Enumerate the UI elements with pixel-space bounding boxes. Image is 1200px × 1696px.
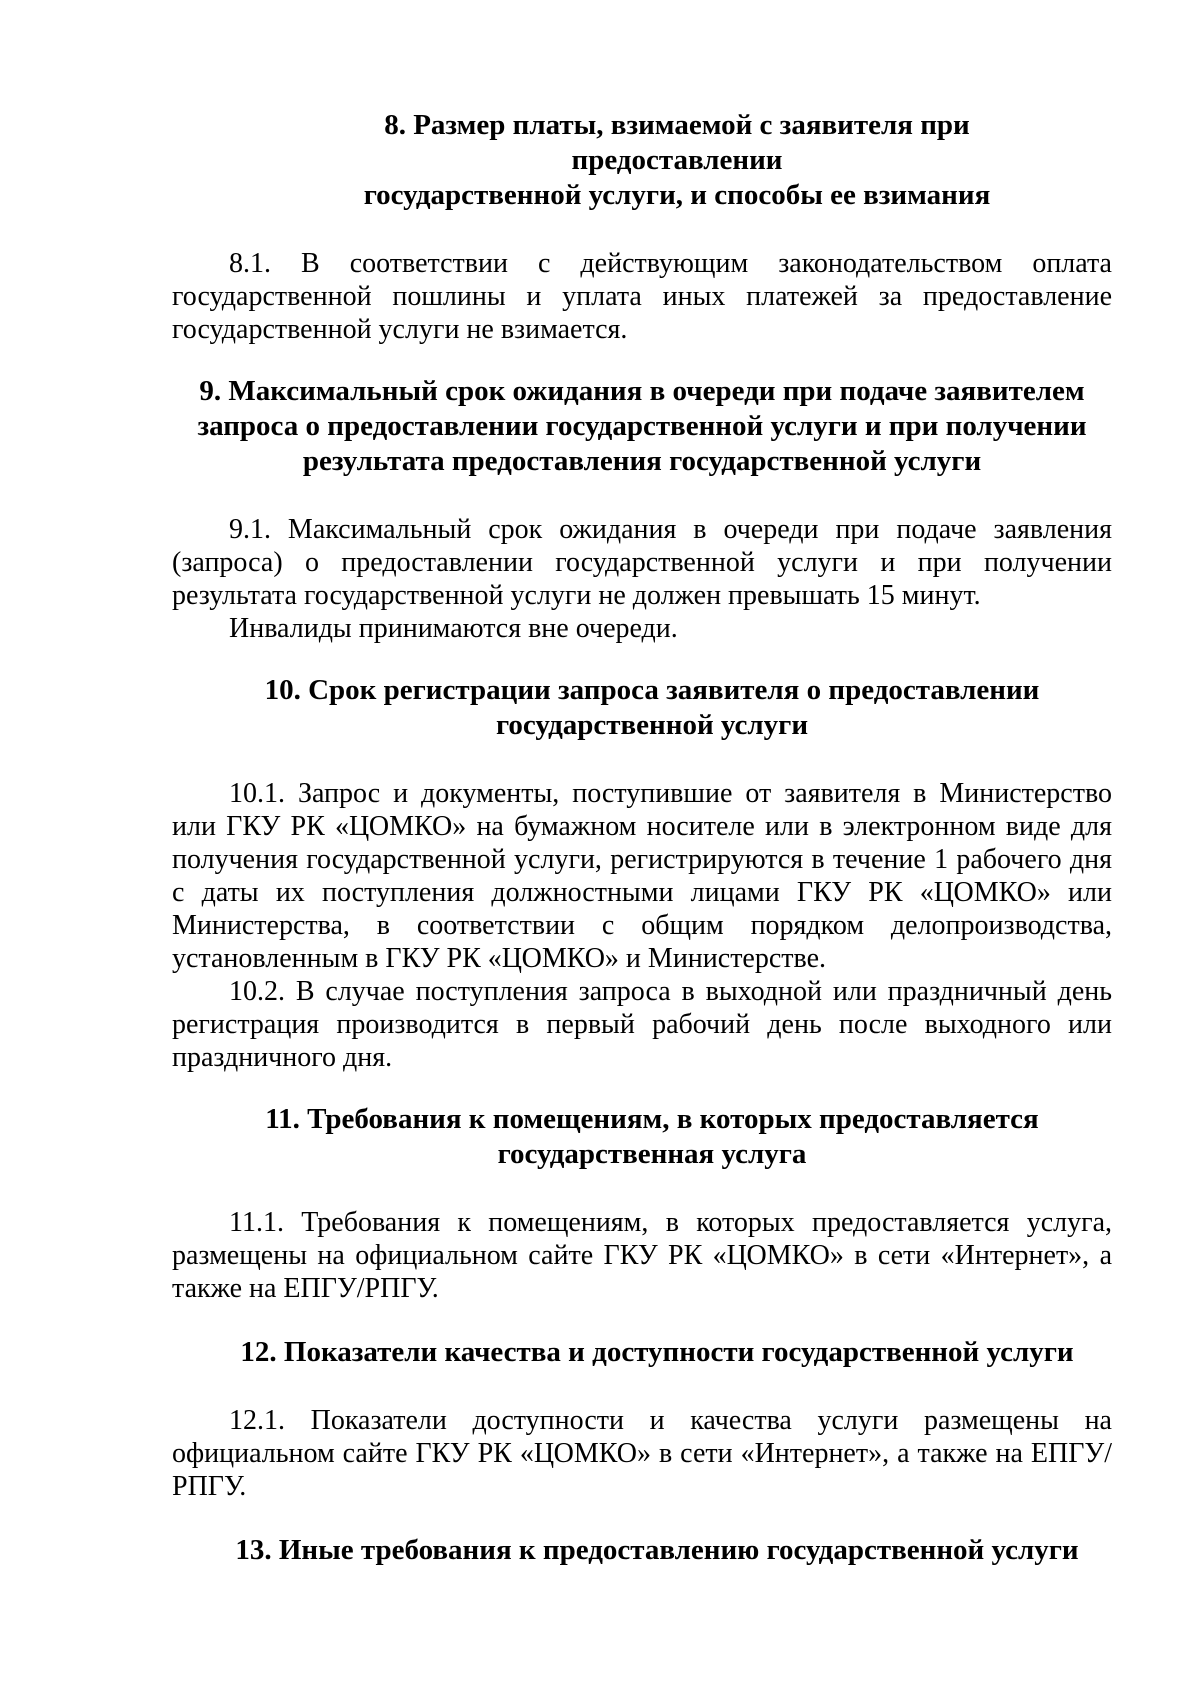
heading-line: государственной услуги [495,709,809,741]
paragraph-12-1: 12.1. Показатели доступности и качества услуги размещены на официальном сайте ГКУ РК «ЦОМКО» в сети «Интернет», а также на ЕПГУ/РПГУ. [172,1405,1112,1502]
heading-line: государственной услуги, и способы ее взимания [363,179,991,211]
section-11-heading [232,1102,1072,1172]
heading-line: результата предоставления государственной услуги [302,445,982,477]
heading-line: запроса о предоставлении государственной услуги и при получении [197,410,1087,442]
heading-line: 9. Максимальный срок ожидания в очереди при подаче заявителем [199,375,1085,407]
heading-line: 11. Требования к помещениям, в которых предоставляется [265,1103,1039,1135]
paragraph-8-1: 8.1. В соответствии с действующим законодательством оплата государственной пошлины и уплата иных платежей за предоставление государственной услуги не взимается. [172,248,1112,345]
heading-line: 8. Размер платы, взимаемой с заявителя при предоставлении [384,109,970,176]
heading-line: 12. Показатели качества и доступности государственной услуги [240,1336,1074,1368]
section-9-heading [172,374,1112,479]
section-12-heading [202,1335,1112,1370]
section-10-heading [232,673,1072,743]
paragraph-11-1: 11.1. Требования к помещениям, в которых предоставляется услуга, размещены на официальном сайте ГКУ РК «ЦОМКО» в сети «Интернет», а также на ЕПГУ/РПГУ. [172,1207,1112,1304]
section-13-heading [202,1533,1112,1568]
section-8-heading [282,108,1072,213]
paragraph-9-1: 9.1. Максимальный срок ожидания в очереди при подаче заявления (запроса) о предоставлении государственной услуги и при получении результата государственной услуги не должен превышать 15 минут. [172,514,1112,611]
paragraph-10-1: 10.1. Запрос и документы, поступившие от заявителя в Министерство или ГКУ РК «ЦОМКО» на бумажном носителе или в электронном виде для получения государственной услуги, регистрируются в течение 1 рабочего дня с даты их поступления должностными лицами ГКУ РК «ЦОМКО» или Министерства, в соответствии с общим порядком делопроизводства, установленным в ГКУ РК «ЦОМКО» и Министерстве. [172,778,1112,974]
heading-line: государственная услуга [497,1138,807,1170]
document-page [172,108,1112,1568]
paragraph-10-2: 10.2. В случае поступления запроса в выходной или праздничный день регистрация производится в первый рабочий день после выходного или праздничного дня. [172,976,1112,1073]
heading-line: 13. Иные требования к предоставлению государственной услуги [235,1534,1079,1566]
heading-line: 10. Срок регистрации запроса заявителя о предоставлении [264,674,1040,706]
paragraph-9-1-note: Инвалиды принимаются вне очереди. [229,613,678,644]
